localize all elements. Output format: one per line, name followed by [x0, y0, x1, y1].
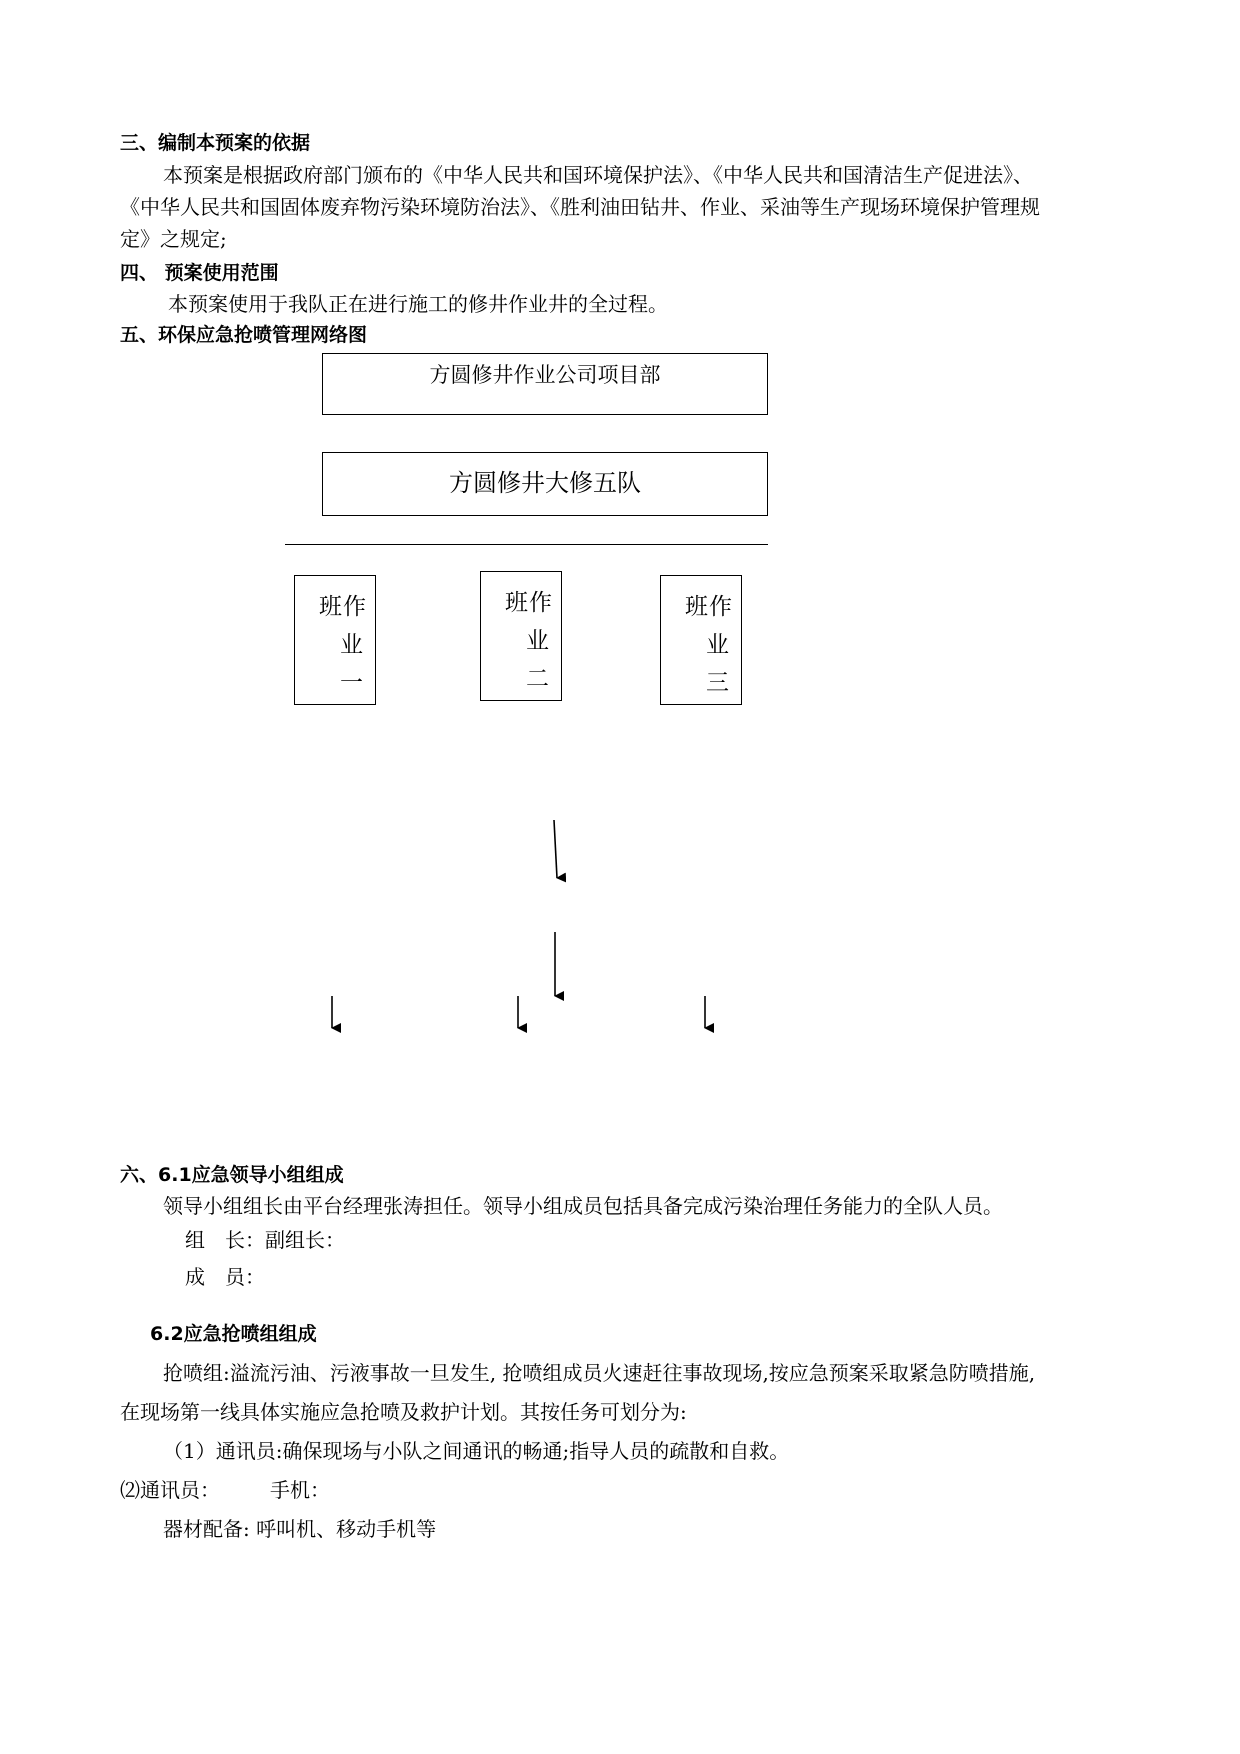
shift-2-label-line-3: 二: [526, 666, 549, 692]
section-4-heading: 四、 预案使用范围: [120, 262, 279, 284]
shift-1-label-line-1: 班作: [319, 594, 367, 620]
section-3-heading: 三、编制本预案的依据: [120, 132, 311, 154]
section-6-2-heading: 6.2应急抢喷组组成: [150, 1323, 317, 1345]
task-item-1: （1）通讯员:确保现场与小队之间通讯的畅通;指导人员的疏散和自救。: [163, 1439, 790, 1463]
arrow-down-icon: [554, 820, 557, 878]
equipment-line: 器材配备: 呼叫机、移动手机等: [163, 1517, 437, 1541]
section-6-2-para-line-1: 抢喷组:溢流污油、污液事故一旦发生, 抢喷组成员火速赶往事故现场,按应急预案采取紧急防喷措施,: [163, 1361, 1036, 1385]
section-4-text: 本预案使用于我队正在进行施工的修井作业井的全过程。: [168, 292, 668, 316]
org-box-company-label: 方圆修井作业公司项目部: [429, 363, 661, 387]
shift-2-label-line-2: 业: [526, 628, 549, 654]
task-item-2: ⑵通讯员： 手机：: [120, 1478, 330, 1502]
section-6-intro: 领导小组组长由平台经理张涛担任。领导小组成员包括具备完成污染治理任务能力的全队人员。: [163, 1194, 1003, 1218]
shift-2-label-line-1: 班作: [505, 590, 553, 616]
org-box-team-label: 方圆修井大修五队: [449, 469, 641, 497]
section-3-text-line-1: 本预案是根据政府部门颁布的《中华人民共和国环境保护法》、《中华人民共和国清洁生产促进法》、: [163, 163, 1033, 187]
shift-3-label-line-3: 三: [706, 670, 729, 696]
section-3-text-line-2: 《中华人民共和国固体废弃物污染环境防治法》、《胜利油田钻井、作业、采油等生产现场环境保护管理规: [120, 195, 1040, 219]
section-5-heading: 五、环保应急抢喷管理网络图: [120, 324, 368, 346]
shift-1-label-line-2: 业: [340, 632, 363, 658]
leader-line: 组 长：副组长：: [185, 1228, 345, 1252]
shift-3-label-line-2: 业: [706, 632, 729, 658]
section-6-heading: 六、6.1应急领导小组组成: [120, 1164, 344, 1186]
shift-3-label-line-1: 班作: [685, 594, 733, 620]
member-line: 成 员：: [185, 1265, 265, 1289]
section-3-text-line-3: 定》之规定;: [120, 227, 227, 251]
section-6-2-para-line-2: 在现场第一线具体实施应急抢喷及救护计划。其按任务可划分为:: [120, 1400, 687, 1424]
shift-1-label-line-3: 一: [340, 670, 363, 696]
